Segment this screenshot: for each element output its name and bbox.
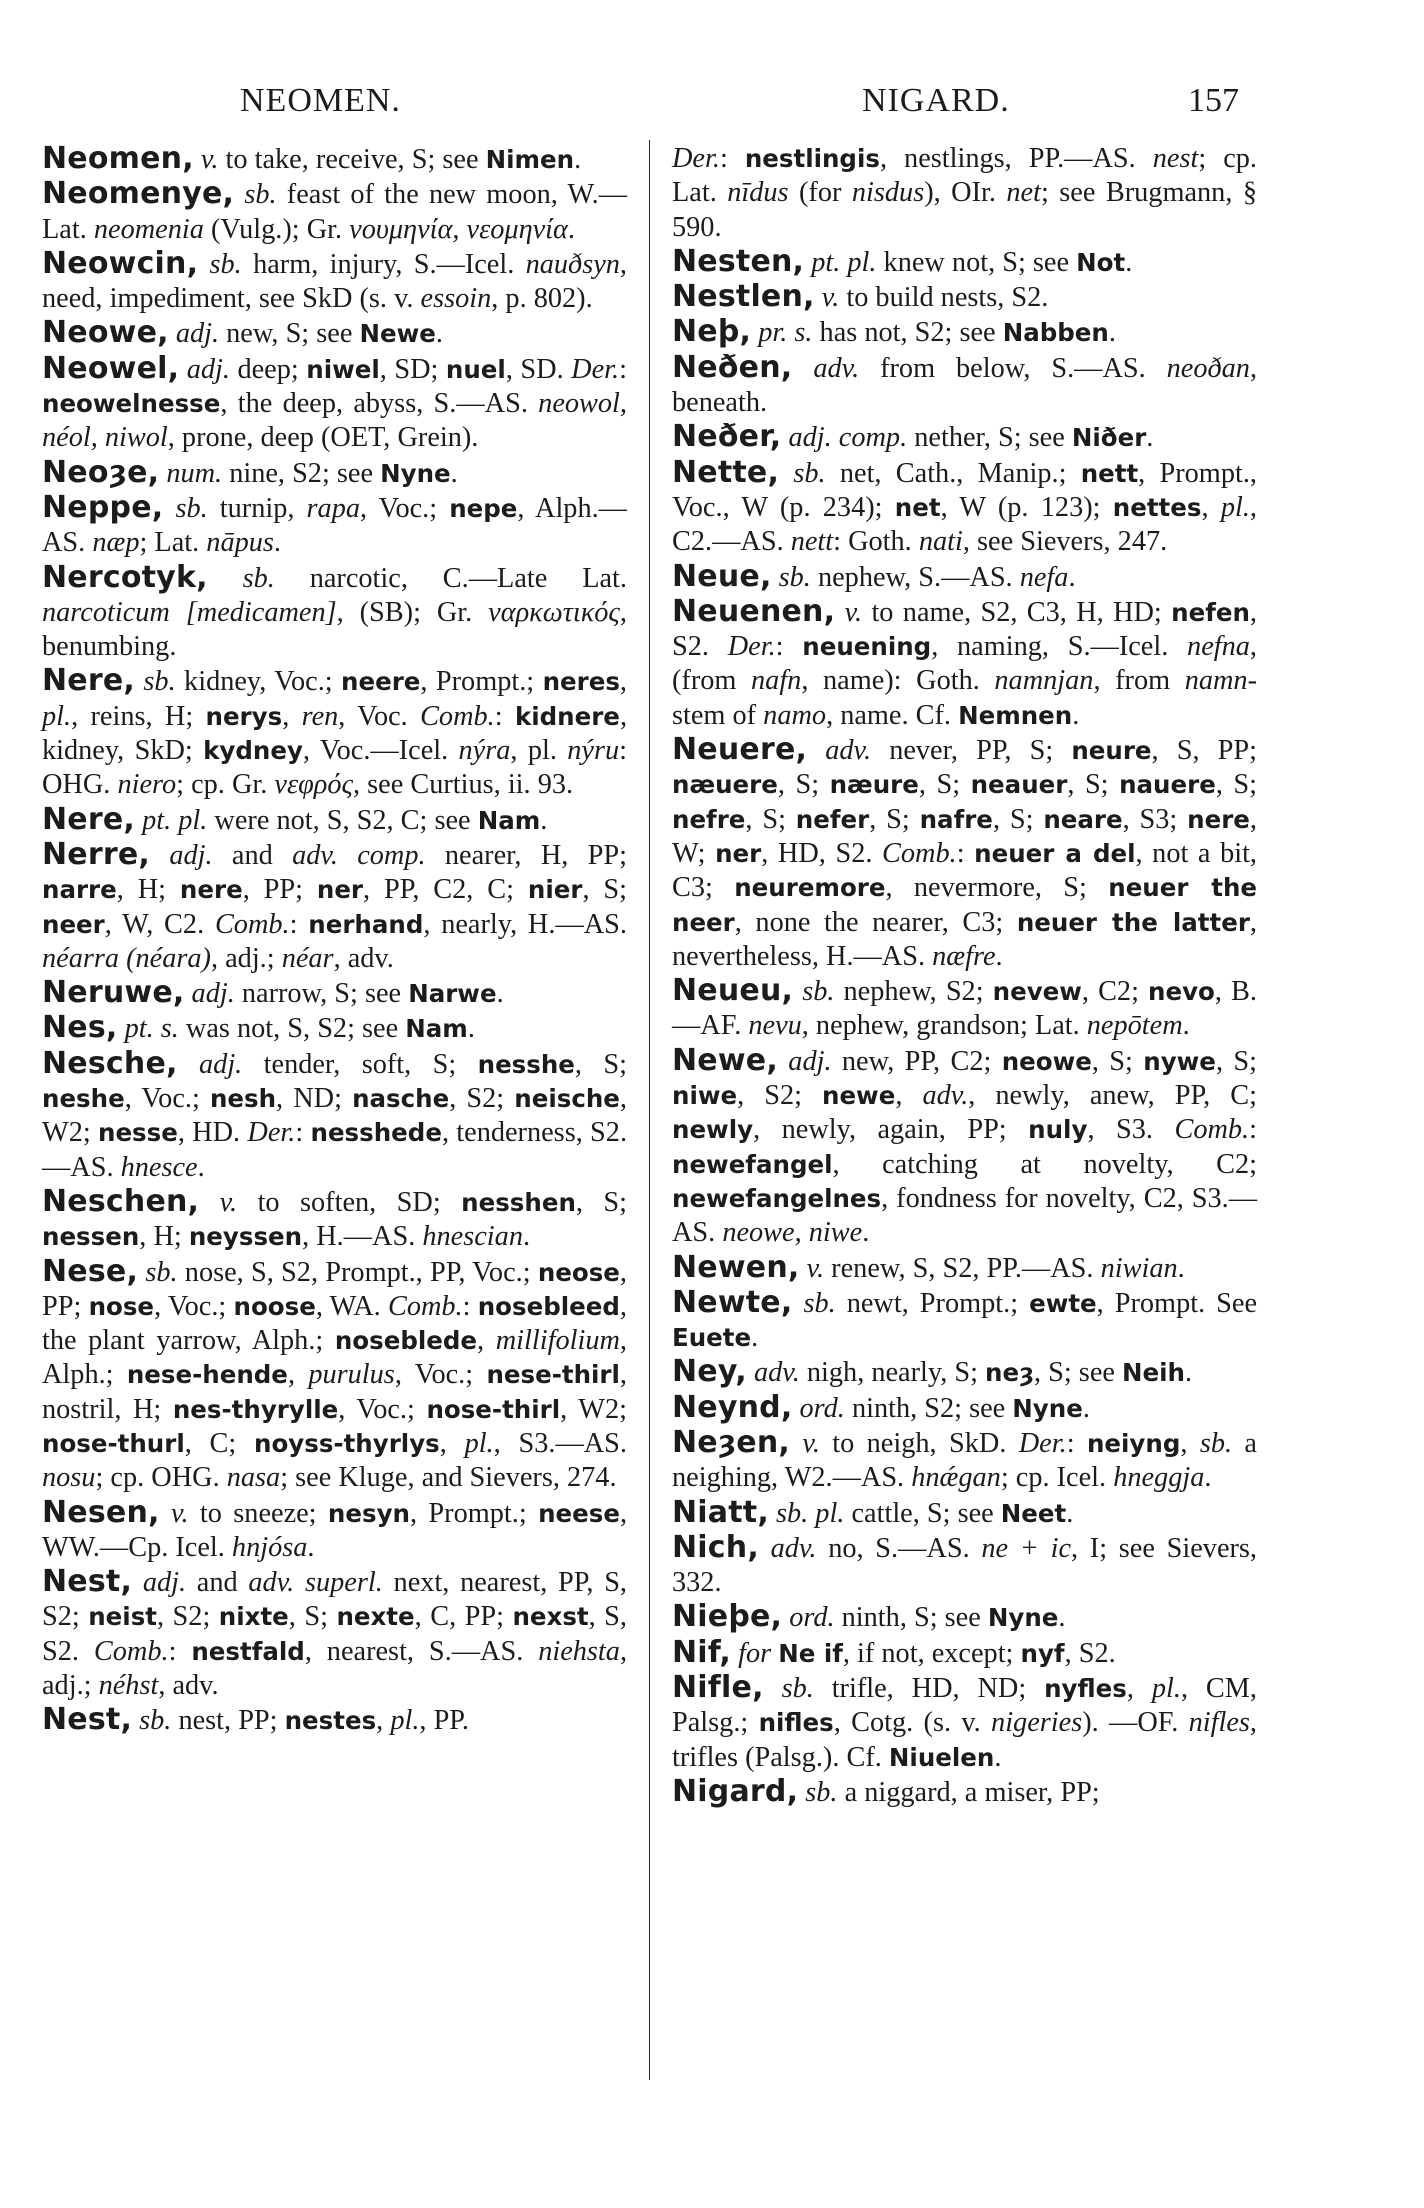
entry-headword: Nest, bbox=[42, 1702, 133, 1738]
entry-headword: Newe, bbox=[672, 1042, 778, 1078]
entry-definition: adv. never, PP, S; neure, S, PP; næuere, S; næure, S; neauer, S; nauere, S; nefre, S; nefer, S; nafre, S; neare, S3; nere, W; ner, HD, S2. Comb.: neuer a del, not a bit, C3; neuremore, nevermore, S; neuer the neer, none the nearer, C3; neuer the latter, nevertheless, H.—AS. næfre. bbox=[672, 735, 1258, 972]
dictionary-entry bbox=[672, 280, 1257, 315]
left-column bbox=[42, 142, 627, 1739]
entry-definition: adj. and adv. superl. next, nearest, PP, S, S2; neist, S2; nixte, S; nexte, C, PP; nexst, S, S2. Comb.: nestfald, nearest, S.—AS. niehsta, adj.; néhst, adv. bbox=[42, 1567, 628, 1702]
entry-definition: num. nine, S2; see Nyne. bbox=[166, 457, 458, 489]
entry-definition: adj. comp. nether, S; see Niðer. bbox=[788, 422, 1154, 454]
entry-definition: sb. trifle, HD, ND; nyfles, pl., CM, Palsg.; nifles, Cotg. (s. v. nigeries). —OF. nifles, trifles (Palsg.). Cf. Niuelen. bbox=[672, 1673, 1258, 1773]
entry-definition: adj. narrow, S; see Narwe. bbox=[191, 978, 504, 1010]
entry-definition: sb. pl. cattle, S; see Neet. bbox=[776, 1497, 1074, 1529]
entry-definition: sb. feast of the new moon, W.—Lat. neomenia (Vulg.); Gr. νουμηνία, νεομηνία. bbox=[42, 179, 627, 245]
dictionary-entry bbox=[672, 142, 1257, 245]
dictionary-entry bbox=[42, 1185, 627, 1255]
entry-definition: adv. from below, S.—AS. neoðan, beneath. bbox=[672, 352, 1258, 419]
entry-headword: Nesten, bbox=[672, 243, 805, 279]
entry-definition: adv. nigh, nearly, S; neȝ, S; see Neih. bbox=[753, 1357, 1193, 1389]
entry-headword: Nese, bbox=[42, 1253, 139, 1289]
dictionary-entry bbox=[42, 803, 627, 838]
entry-headword: Ney, bbox=[672, 1354, 747, 1390]
dictionary-entry bbox=[42, 1565, 627, 1703]
entry-definition: ord. ninth, S2; see Nyne. bbox=[799, 1392, 1090, 1424]
dictionary-entry bbox=[42, 491, 627, 561]
entry-headword: Neþ, bbox=[672, 314, 752, 350]
entry-headword: Nercotyk, bbox=[42, 559, 208, 595]
dictionary-entry bbox=[42, 456, 627, 491]
entry-definition: v. to neigh, SkD. Der.: neiyng, sb. a neighing, W2.—AS. hnǽgan; cp. Icel. hneggja. bbox=[672, 1427, 1257, 1494]
dictionary-entry bbox=[42, 976, 627, 1011]
dictionary-entry bbox=[42, 142, 627, 177]
entry-definition: sb. harm, injury, S.—Icel. nauðsyn, need, impediment, see SkD (s. v. essoin, p. 802). bbox=[42, 248, 627, 315]
dictionary-entry bbox=[42, 838, 627, 976]
dictionary-entry bbox=[42, 177, 627, 247]
entry-headword: Nesche, bbox=[42, 1045, 178, 1081]
entry-headword: Nif, bbox=[672, 1634, 731, 1670]
entry-definition: v. to build nests, S2. bbox=[821, 282, 1049, 314]
dictionary-entry bbox=[42, 1255, 627, 1496]
entry-headword: Neowcin, bbox=[42, 245, 199, 281]
entry-headword: Neuere, bbox=[672, 732, 808, 768]
entry-headword: Neueu, bbox=[672, 973, 794, 1009]
entry-definition: for Ne if, if not, except; nyf, S2. bbox=[738, 1637, 1116, 1669]
column-divider bbox=[649, 140, 650, 2080]
entry-headword: Neppe, bbox=[42, 489, 164, 525]
entry-headword: Nesen, bbox=[42, 1494, 160, 1530]
entry-definition: v. to take, receive, S; see Nimen. bbox=[200, 144, 582, 175]
dictionary-entry bbox=[672, 456, 1257, 560]
entry-definition: sb. nest, PP; nestes, pl., PP. bbox=[139, 1705, 469, 1737]
entry-headword: Nerre, bbox=[42, 836, 150, 872]
entry-definition: adj. new, S; see Newe. bbox=[175, 318, 443, 350]
running-head-right: NIGARD. bbox=[862, 82, 1010, 119]
entry-headword: Neuenen, bbox=[672, 593, 836, 629]
entry-definition: sb. nose, S, S2, Prompt., PP, Voc.; neose, PP; nose, Voc.; noose, WA. Comb.: noseblеed, the plant yarrow, Alph.; noseblede, millifolium, Alph.; nese-hende, purulus, Voc.; nese-thirl, nostril, H; nes-thyrylle, Voc.; nose-thirl, W2; nose-thurl, C; noyss-thyrlys, pl., S3.—AS. nosu; cp. OHG. nasa; see Kluge, and Sievers, 274. bbox=[42, 1256, 627, 1494]
entry-definition: adj. deep; niwel, SD; nuel, SD. Der.: neowelnesse, the deep, abyss, S.—AS. neowol, néol, niwol, prone, deep (OET, Grein). bbox=[42, 353, 627, 454]
dictionary-entry bbox=[672, 1636, 1257, 1671]
entry-definition: sb. nephew, S2; nevew, C2; nevo, B.—AF. nevu, nephew, grandson; Lat. nepōtem. bbox=[672, 976, 1257, 1042]
dictionary-entry bbox=[672, 1355, 1257, 1390]
dictionary-entry bbox=[42, 1011, 627, 1046]
entry-definition: adv. no, S.—AS. ne + ic, I; see Sievers, 332. bbox=[672, 1532, 1258, 1599]
dictionary-entry bbox=[672, 1426, 1257, 1496]
entry-definition: sb. net, Cath., Manip.; nett, Prompt., Voc., W (p. 234); net, W (p. 123); nettes, pl., C2.—AS. nett: Goth. nati, see Sievers, 247. bbox=[672, 457, 1257, 558]
dictionary-entry bbox=[672, 315, 1257, 350]
entry-headword: Neschen, bbox=[42, 1183, 200, 1219]
dictionary-entry bbox=[672, 1531, 1257, 1601]
entry-headword: Neomenye, bbox=[42, 176, 235, 212]
dictionary-entry bbox=[672, 1496, 1257, 1531]
entry-definition: adj. new, PP, C2; neowe, S; nywe, S; niwe, S2; newe, adv., newly, anew, PP, C; newly, newly, again, PP; nuly, S3. Comb.: newefangel, catching at novelty, C2; newefangelnes, fondness for novelty, C2, S3.—AS. neowe, niwe. bbox=[672, 1045, 1258, 1249]
entry-headword: Neomen, bbox=[42, 141, 194, 176]
entry-headword: Neȝen, bbox=[672, 1424, 790, 1460]
entry-definition: sb. narcotic, C.—Late Lat. narcoticum [medicamen], (SB); Gr. ναρκωτικός, benumbing. bbox=[42, 562, 627, 663]
entry-headword: Nigard, bbox=[672, 1773, 799, 1809]
dictionary-entry bbox=[672, 1286, 1257, 1356]
running-head-left: NEOMEN. bbox=[240, 82, 401, 119]
entry-headword: Nieþe, bbox=[672, 1599, 783, 1635]
dictionary-entry bbox=[42, 316, 627, 351]
dictionary-entry bbox=[42, 352, 627, 456]
entry-headword: Neue, bbox=[672, 558, 772, 594]
dictionary-entry bbox=[672, 245, 1257, 280]
entry-definition: ord. ninth, S; see Nyne. bbox=[789, 1602, 1066, 1634]
entry-headword: Neoȝe, bbox=[42, 454, 160, 490]
dictionary-entry bbox=[672, 1251, 1257, 1286]
entry-headword: Nich, bbox=[672, 1529, 759, 1565]
dictionary-entry bbox=[672, 595, 1257, 733]
dictionary-entry bbox=[672, 1775, 1257, 1810]
entry-definition: adj. tender, soft, S; nesshe, S; neshe, Voc.; nesh, ND; nasche, S2; neische, W2; nesse, HD. Der.: nesshede, tenderness, S2.—AS. hnesce. bbox=[42, 1048, 628, 1183]
right-column bbox=[672, 142, 1257, 1810]
entry-headword: Nere, bbox=[42, 801, 135, 837]
dictionary-entry bbox=[42, 561, 627, 665]
dictionary-entry bbox=[672, 1391, 1257, 1426]
entry-headword: Nest, bbox=[42, 1564, 133, 1600]
dictionary-entry bbox=[672, 560, 1257, 595]
entry-headword: Neðer, bbox=[672, 419, 782, 455]
entry-definition: pt. pl. were not, S, S2, C; see Nam. bbox=[142, 804, 548, 836]
entry-definition: Der.: nestlingis, nestlings, PP.—AS. nest; cp. Lat. nīdus (for nisdus), OIr. net; see Brugmann, § 590. bbox=[672, 143, 1258, 243]
entry-headword: Neowel, bbox=[42, 350, 180, 386]
dictionary-entry bbox=[672, 974, 1257, 1044]
dictionary-entry bbox=[672, 1600, 1257, 1635]
entry-headword: Neowe, bbox=[42, 315, 169, 351]
entry-headword: Neruwe, bbox=[42, 975, 185, 1011]
entry-definition: sb. turnip, rapa, Voc.; nepe, Alph.—AS. næp; Lat. nāpus. bbox=[42, 492, 627, 559]
entry-headword: Nette, bbox=[672, 454, 780, 490]
entry-definition: pt. pl. knew not, S; see Not. bbox=[811, 246, 1133, 278]
entry-definition: adj. and adv. comp. nearer, H, PP; narre, H; nere, PP; ner, PP, C2, C; nier, S; neer, W, C2. Comb.: nerhand, nearly, H.—AS. néarra (néara), adj.; néar, adv. bbox=[42, 839, 627, 974]
entry-definition: sb. kidney, Voc.; neere, Prompt.; neres, pl., reins, H; nerys, ren, Voc. Comb.: kidnere, kidney, SkD; kydney, Voc.—Icel. nýra, pl. nýru: OHG. niero; cp. Gr. νεφρός, see Curtius, ii. 93. bbox=[42, 666, 628, 801]
entry-headword: Nes, bbox=[42, 1010, 118, 1046]
entry-definition: v. to soften, SD; nesshen, S; nessen, H; neyssen, H.—AS. hnescian. bbox=[42, 1186, 627, 1253]
entry-headword: Nere, bbox=[42, 663, 135, 699]
entry-headword: Newen, bbox=[672, 1249, 800, 1285]
entry-headword: Niatt, bbox=[672, 1494, 769, 1530]
entry-headword: Nifle, bbox=[672, 1670, 764, 1706]
dictionary-entry bbox=[42, 1703, 627, 1738]
entry-definition: sb. a niggard, a miser, PP; bbox=[805, 1776, 1100, 1808]
dictionary-entry bbox=[42, 664, 627, 802]
dictionary-entry bbox=[42, 1496, 627, 1566]
dictionary-entry bbox=[672, 1671, 1257, 1775]
entry-headword: Nestlen, bbox=[672, 279, 815, 315]
entry-headword: Neðen, bbox=[672, 349, 793, 385]
entry-headword: Newte, bbox=[672, 1284, 793, 1320]
dictionary-entry bbox=[42, 1047, 627, 1185]
dictionary-entry bbox=[672, 733, 1257, 974]
entry-definition: v. to name, S2, C3, H, HD; nefen, S2. Der.: neuening, naming, S.—Icel. nefna, (from nafn, name): Goth. namnjan, from namn- stem of namo, name. Cf. Nemnen. bbox=[672, 596, 1257, 731]
dictionary-entry bbox=[42, 247, 627, 317]
entry-headword: Neynd, bbox=[672, 1389, 793, 1425]
dictionary-entry bbox=[672, 420, 1257, 455]
page-number: 157 bbox=[1188, 82, 1239, 119]
entry-definition: sb. nephew, S.—AS. nefa. bbox=[778, 561, 1076, 593]
entry-definition: pr. s. has not, S2; see Nabben. bbox=[758, 317, 1116, 349]
entry-definition: pt. s. was not, S, S2; see Nam. bbox=[124, 1013, 475, 1045]
entry-definition: sb. newt, Prompt.; ewte, Prompt. See Euete. bbox=[672, 1287, 1258, 1354]
dictionary-entry bbox=[672, 1044, 1257, 1251]
dictionary-entry bbox=[672, 351, 1257, 421]
entry-definition: v. renew, S, S2, PP.—AS. niwian. bbox=[806, 1252, 1185, 1284]
entry-definition: v. to sneeze; nesyn, Prompt.; neese, WW.—Cp. Icel. hnjósa. bbox=[42, 1497, 628, 1563]
